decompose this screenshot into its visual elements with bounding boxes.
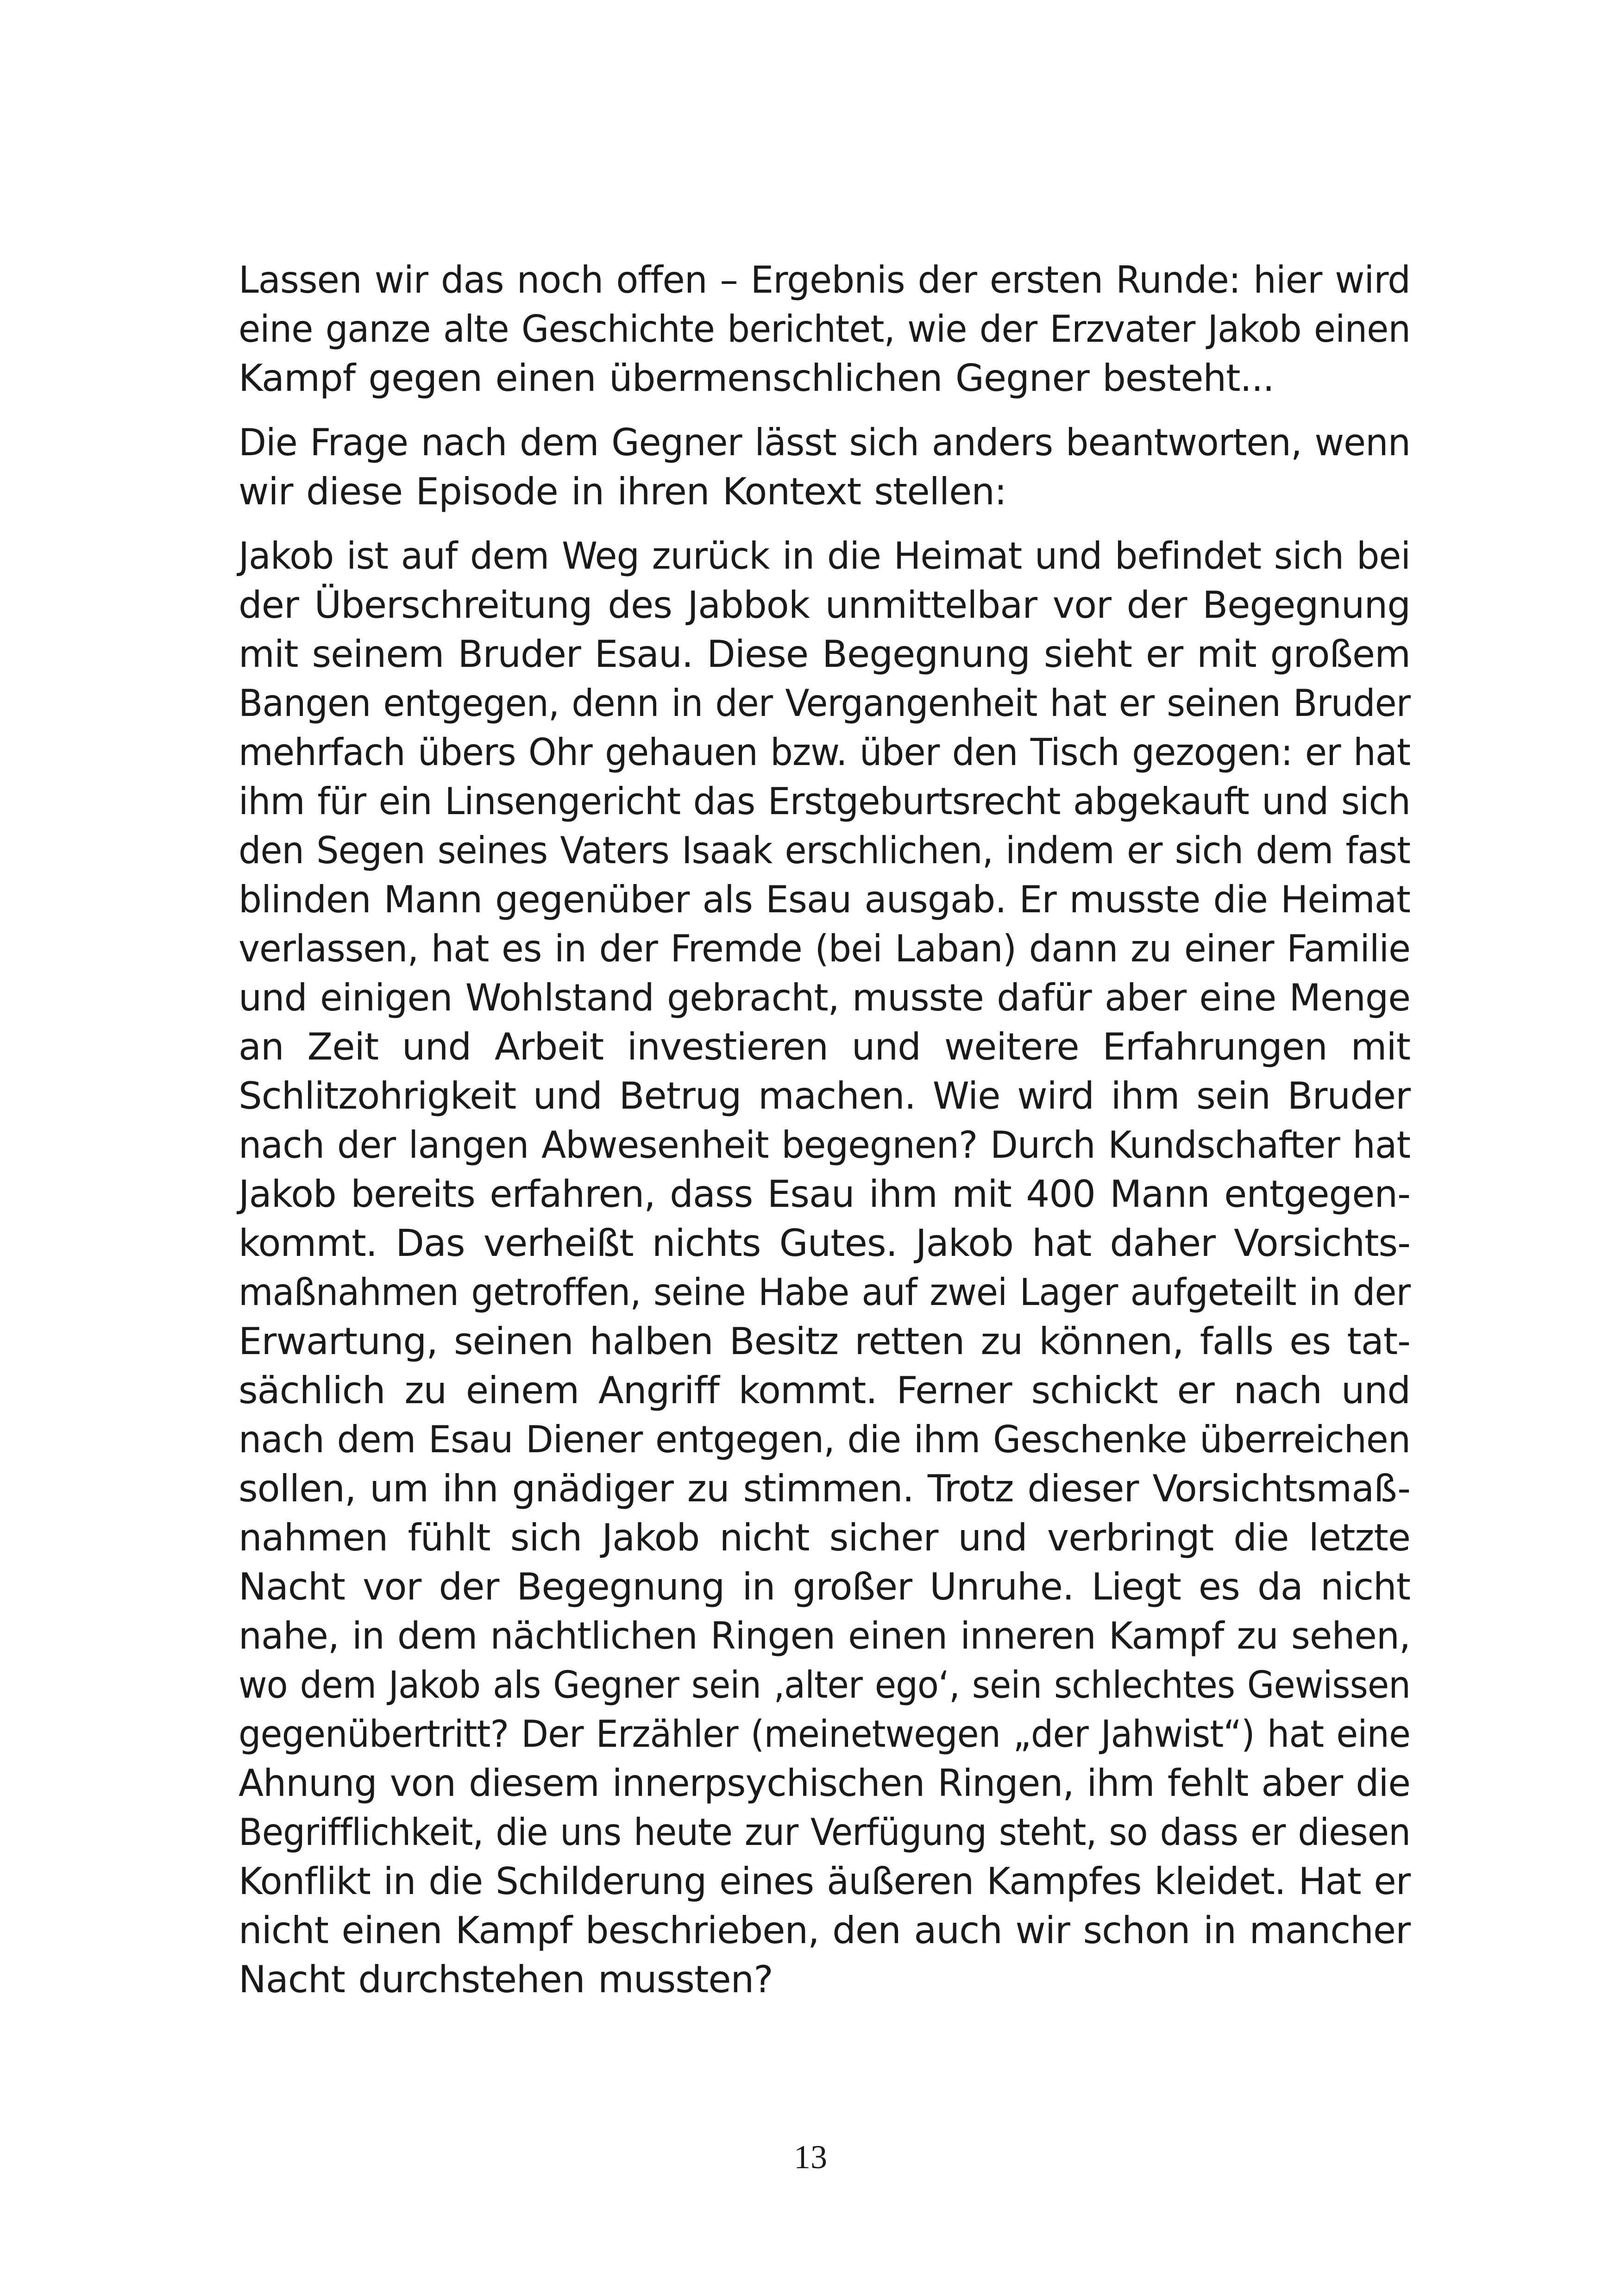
text-line: nach dem Esau Diener entgegen, die ihm Geschenke überreichen — [239, 1418, 1410, 1461]
text-line: eine ganze alte Geschichte berichtet, wie der Erzvater Jakob einen — [239, 307, 1410, 351]
text-line: Ahnung von diesem innerpsychischen Ringen, ihm fehlt aber die — [239, 1762, 1410, 1805]
text-line: Lassen wir das noch offen – Ergebnis der ersten Runde: hier wird — [239, 258, 1410, 301]
text-line: den Segen seines Vaters Isaak erschlichen, indem er sich dem fast — [239, 829, 1410, 872]
text-line: nach der langen Abwesenheit begegnen? Durch Kundschafter hat — [239, 1123, 1410, 1167]
page-number: 13 — [794, 2139, 827, 2176]
text-line: an Zeit und Arbeit investieren und weitere Erfahrungen mit — [239, 1025, 1410, 1068]
text-line: kommt. Das verheißt nichts Gutes. Jakob hat daher Vorsichts- — [239, 1222, 1410, 1265]
text-line: gegenübertritt? Der Erzähler (meinetwegen „der Jahwist“) hat eine — [239, 1713, 1410, 1756]
text-line: nahe, in dem nächtlichen Ringen einen inneren Kampf zu sehen, — [239, 1614, 1410, 1657]
text-line: Jakob ist auf dem Weg zurück in die Heimat und befindet sich bei — [239, 534, 1410, 577]
text-line: Schlitzohrigkeit und Betrug machen. Wie wird ihm sein Bruder — [239, 1074, 1410, 1117]
text-line: wir diese Episode in ihren Kontext stellen: — [239, 470, 1006, 513]
paragraph-1 — [239, 256, 1410, 403]
text-line: Nacht durchstehen mussten? — [239, 1958, 773, 2001]
paragraph-3 — [239, 532, 1410, 2004]
text-line: Die Frage nach dem Gegner lässt sich anders beantworten, wenn — [239, 421, 1410, 464]
text-line: Erwartung, seinen halben Besitz retten zu können, falls es tat- — [239, 1320, 1410, 1363]
text-line: Nacht vor der Begegnung in großer Unruhe. Liegt es da nicht — [239, 1565, 1410, 1608]
text-line: verlassen, hat es in der Fremde (bei Laban) dann zu einer Familie — [239, 927, 1410, 970]
text-line: blinden Mann gegenüber als Esau ausgab. Er musste die Heimat — [239, 878, 1410, 921]
text-line: Jakob bereits erfahren, dass Esau ihm mit 400 Mann entgegen- — [239, 1173, 1410, 1216]
text-line: und einigen Wohlstand gebracht, musste dafür aber eine Menge — [239, 976, 1410, 1019]
text-line: ihm für ein Linsengericht das Erstgeburtsrecht abgekauft und sich — [239, 780, 1410, 823]
text-line: wo dem Jakob als Gegner sein ‚alter ego‘, sein schlechtes Gewissen — [239, 1663, 1410, 1706]
text-line: sächlich zu einem Angriff kommt. Ferner schickt er nach und — [239, 1369, 1410, 1412]
text-line: mit seinem Bruder Esau. Diese Begegnung sieht er mit großem — [239, 633, 1410, 676]
text-line: maßnahmen getroffen, seine Habe auf zwei Lager aufgeteilt in der — [239, 1271, 1410, 1314]
text-line: nahmen fühlt sich Jakob nicht sicher und verbringt die letzte — [239, 1516, 1410, 1559]
text-line: mehrfach übers Ohr gehauen bzw. über den Tisch gezogen: er hat — [239, 731, 1410, 774]
text-line: Bangen entgegen, denn in der Vergangenheit hat er seinen Bruder — [239, 682, 1410, 725]
text-line: der Überschreitung des Jabbok unmittelbar vor der Begegnung — [239, 583, 1410, 627]
paragraph-2 — [239, 418, 1410, 516]
text-line: Konflikt in die Schilderung eines äußeren Kampfes kleidet. Hat er — [239, 1860, 1410, 1903]
text-line: Begrifflichkeit, die uns heute zur Verfügung steht, so dass er diesen — [239, 1811, 1410, 1854]
text-line: nicht einen Kampf beschrieben, den auch wir schon in mancher — [239, 1909, 1410, 1952]
text-line: sollen, um ihn gnädiger zu stimmen. Trotz dieser Vorsichtsmaß- — [239, 1467, 1410, 1510]
text-line: Kampf gegen einen übermenschlichen Gegner besteht... — [239, 357, 1274, 400]
